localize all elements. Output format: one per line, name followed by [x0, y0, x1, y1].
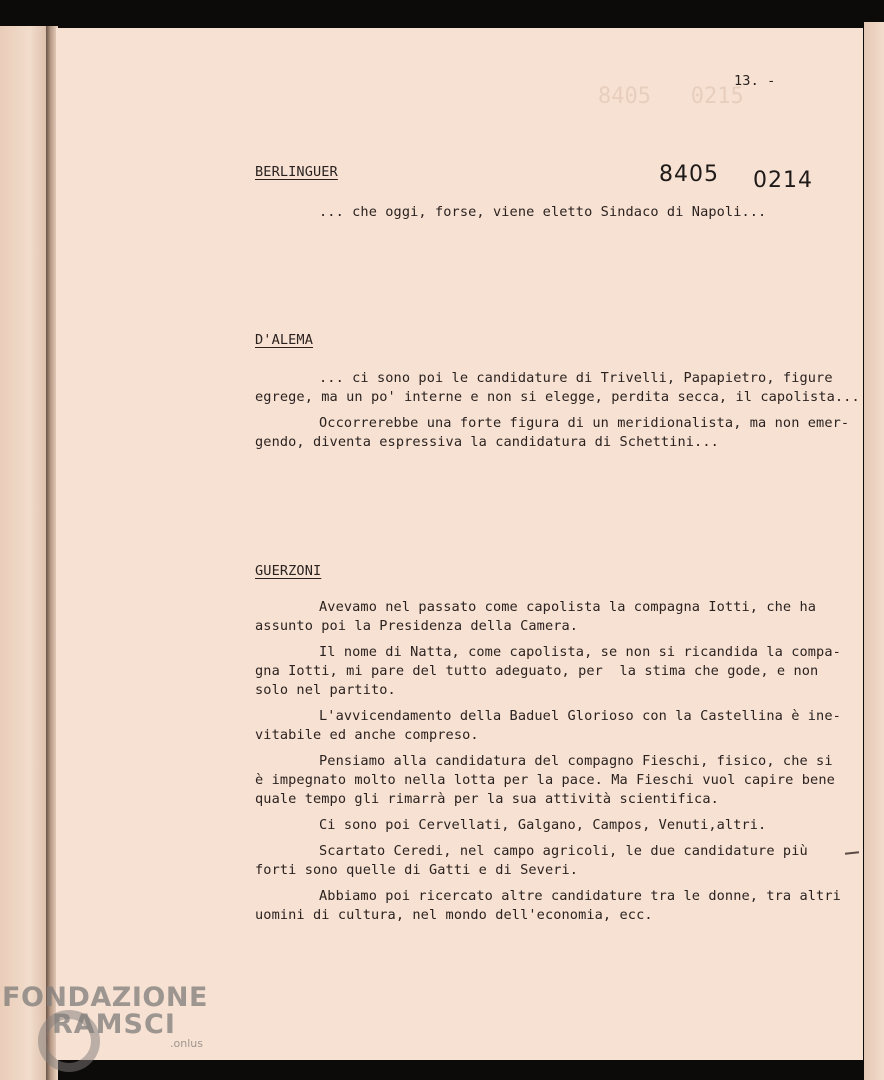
- watermark-line1: FONDAZIONE: [2, 982, 208, 1013]
- paragraph-line: Ci sono poi Cervellati, Galgano, Campos, Venuti,altri.: [319, 817, 767, 833]
- paragraph-line: Occorrerebbe una forte figura di un meridionalista, ma non emer-: [319, 415, 850, 431]
- archive-stamp-right: 0214: [753, 168, 813, 193]
- book-cover-left: [0, 26, 50, 1080]
- paragraph-line: L'avvicendamento della Baduel Glorioso con la Castellina è ine-: [319, 708, 841, 724]
- paragraph-line: Scartato Ceredi, nel campo agricoli, le due candidature più: [319, 843, 808, 859]
- paragraph-line: assunto poi la Presidenza della Camera.: [255, 618, 579, 634]
- watermark-logo: [2, 982, 208, 1050]
- paragraph-line: egrege, ma un po' interne e non si elegge, perdita secca, il capolista...: [255, 389, 860, 405]
- paragraph-line: ... che oggi, forse, viene eletto Sindaco di Napoli...: [319, 204, 767, 220]
- speaker-heading-berlinguer: BERLINGUER: [255, 164, 338, 180]
- paragraph-line: gendo, diventa espressiva la candidatura di Schettini...: [255, 434, 719, 450]
- paragraph-line: ... ci sono poi le candidature di Trivelli, Papapietro, figure: [319, 370, 833, 386]
- paragraph-line: gna Iotti, mi pare del tutto adeguato, per la stima che gode, e non: [255, 663, 819, 679]
- document-page: [56, 28, 863, 1060]
- page-number: 13. -: [734, 73, 776, 89]
- paragraph-line: quale tempo gli rimarrà per la sua attività scientifica.: [255, 791, 719, 807]
- paragraph-line: forti sono quelle di Gatti e di Severi.: [255, 862, 579, 878]
- archive-stamp-left: 8405: [659, 162, 719, 187]
- speaker-heading-dalema: D'ALEMA: [255, 332, 313, 348]
- paragraph-line: Avevamo nel passato come capolista la compagna Iotti, che ha: [319, 599, 817, 615]
- bleed-through-stamp: 8405 0215: [598, 84, 744, 109]
- paragraph-line: è impegnato molto nella lotta per la pace. Ma Fieschi vuol capire bene: [255, 772, 835, 788]
- paragraph-line: Il nome di Natta, come capolista, se non si ricandida la compa-: [319, 644, 841, 660]
- paragraph-line: solo nel partito.: [255, 682, 396, 698]
- speaker-heading-guerzoni: GUERZONI: [255, 563, 322, 579]
- watermark-line3: .onlus: [170, 1037, 203, 1050]
- paragraph-line: uomini di cultura, nel mondo dell'economia, ecc.: [255, 907, 653, 923]
- paragraph-line: vitabile ed anche compreso.: [255, 727, 479, 743]
- book-cover-right: [864, 22, 884, 1080]
- watermark-line2: RAMSCI: [52, 1009, 176, 1040]
- paragraph-line: Abbiamo poi ricercato altre candidature tra le donne, tra altri: [319, 888, 841, 904]
- paragraph-line: Pensiamo alla candidatura del compagno Fieschi, fisico, che si: [319, 753, 833, 769]
